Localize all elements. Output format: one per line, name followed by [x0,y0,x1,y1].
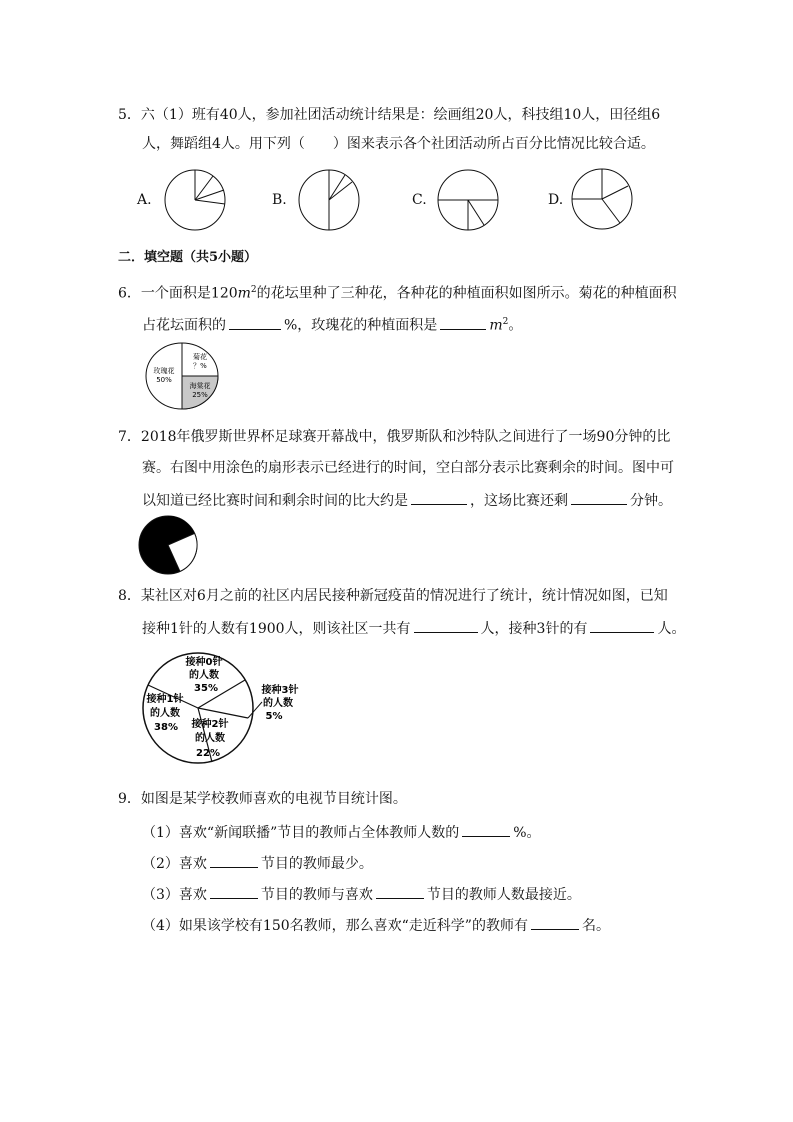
q5-option-b-label[interactable]: B. [272,192,287,208]
chrys-label: 菊花 [193,353,207,361]
q6-line1: 6．一个面积是$120m^2$的花坛里种了三种花，各种花的种植面积如图所示。菊花的种植面积 [118,285,677,302]
rose-label: 玫瑰花 [153,367,175,375]
q7-line3: 以知道已经比赛时间和剩余时间的比大约是 ，这场比赛还剩 分钟。 [142,490,672,510]
q5-option-d-label[interactable]: D. [548,192,564,208]
q5-option-a-pie[interactable] [163,168,227,232]
q9-blank-2[interactable] [210,853,258,868]
q8-blank-2[interactable] [590,618,654,633]
q5-line1: 5．六（1）班有40人，参加社团活动统计结果是：绘画组20人，科技组10人，田径组6 [118,107,661,123]
q9-blank-1[interactable] [462,822,510,837]
q8-vaccine-pie-chart [140,650,310,768]
q9-sub2: （2）喜欢 节目的教师最少。 [142,853,373,873]
dose0-pct: 35% [194,683,218,694]
q5-option-c-pie[interactable] [436,168,500,232]
dose1-label2: 的人数 [150,708,180,719]
dose2-label1: 接种2针 [191,719,229,730]
q9-sub4: （4）如果该学校有150名教师，那么喜欢“走近科学”的教师有 名。 [142,915,610,935]
dose0-label2: 的人数 [189,670,219,681]
q5-option-d-pie[interactable] [570,167,634,231]
q6-flower-pie-chart [144,341,224,411]
dose1-label1: 接种1针 [146,694,184,705]
rose-pct: 50% [156,376,172,384]
begonia-label: 海棠花 [189,382,211,390]
q7-blank-2[interactable] [571,490,627,505]
section-title: 二．填空题（共5小题） [118,250,258,265]
q6-blank-1[interactable] [229,315,281,330]
dose2-pct: 22% [196,748,220,759]
q7-blank-1[interactable] [411,490,467,505]
q9-blank-5[interactable] [531,915,579,930]
q7-line1: 7．2018年俄罗斯世界杯足球赛开幕战中，俄罗斯队和沙特队之间进行了一场90分钟的比 [118,429,671,445]
q5-option-a-label[interactable]: A. [137,192,152,208]
q9-sub1: （1）喜欢“新闻联播”节目的教师占全体教师人数的 %。 [142,822,541,842]
q9-blank-4[interactable] [376,884,424,899]
q9-title: 9．如图是某学校教师喜欢的电视节目统计图。 [118,791,407,807]
q7-line2: 赛。右图中用涂色的扇形表示已经进行的时间，空白部分表示比赛剩余的时间。图中可 [142,460,674,476]
chrys-pct: ？% [193,362,207,370]
q5-option-b-pie[interactable] [297,168,361,232]
dose2-label2: 的人数 [195,733,225,744]
dose1-pct: 38% [154,722,178,733]
q8-line1: 8．某社区对6月之前的社区内居民接种新冠疫苗的情况进行了统计，统计情况如图，已知 [118,588,668,604]
q6-line2: 占花坛面积的 %，玫瑰花的种植面积是 $m^2$。 [142,313,522,335]
dose3-pct: 5% [265,711,283,722]
dose3-label1: 接种3针 [261,685,299,696]
q7-match-time-pie [136,515,200,575]
q8-blank-1[interactable] [414,618,478,633]
dose0-label1: 接种0针 [185,657,223,668]
q9-blank-3[interactable] [210,884,258,899]
q8-line2: 接种1针的人数有1900人，则该社区一共有 人，接种3针的有 人。 [142,618,685,638]
begonia-pct: 25% [192,391,208,399]
q5-option-c-label[interactable]: C. [412,192,427,208]
dose3-label2: 的人数 [263,698,293,709]
q9-sub3: （3）喜欢 节目的教师与喜欢 节目的教师人数最接近。 [142,884,581,904]
q5-line2: 人，舞蹈组4人。用下列（ ）图来表示各个社团活动所占百分比情况比较合适。 [142,136,655,152]
q6-blank-2[interactable] [440,315,486,330]
